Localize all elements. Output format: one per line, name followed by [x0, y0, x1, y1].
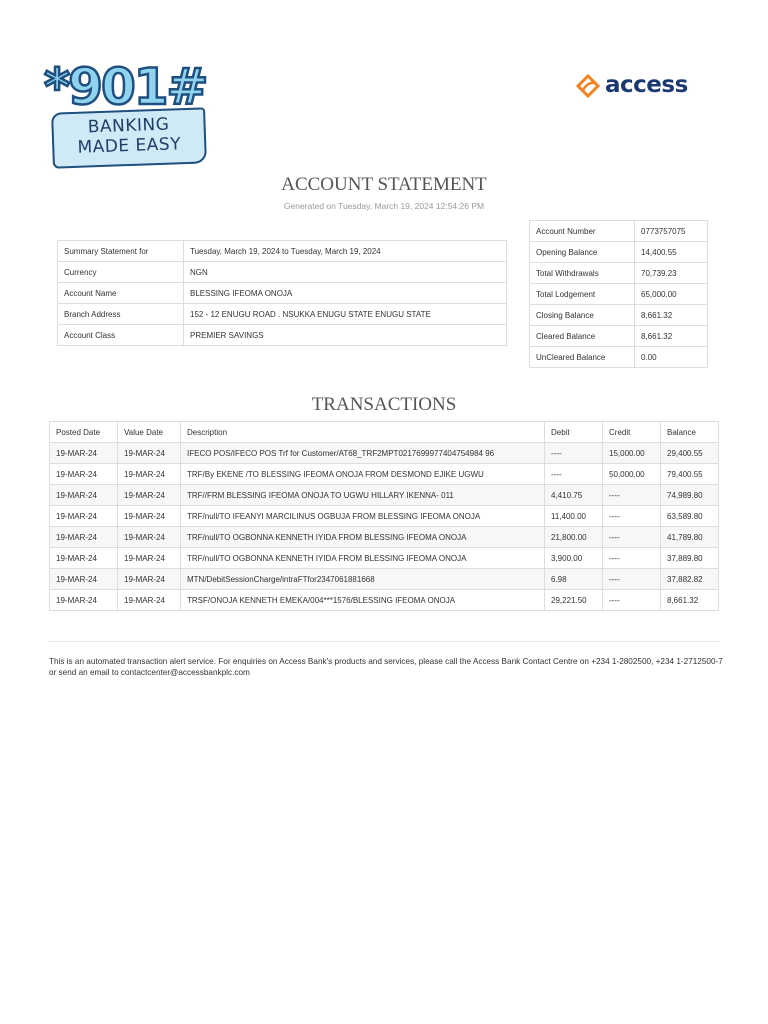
logo-line2: MADE EASY: [77, 134, 182, 158]
balance-value: 8,661.32: [635, 326, 708, 347]
table-row: [50, 527, 719, 548]
credit-cell: 15,000.00: [603, 443, 661, 464]
debit-cell: ----: [545, 443, 603, 464]
summary-row: [58, 262, 507, 283]
summary-row: [58, 325, 507, 346]
balance-label: Closing Balance: [530, 305, 635, 326]
balance-value: 70,739.23: [635, 263, 708, 284]
posted-date-cell: 19-MAR-24: [50, 506, 118, 527]
table-row: [50, 548, 719, 569]
description-cell: TRF/null/TO OGBONNA KENNETH IYIDA FROM BLESSING IFEOMA ONOJA: [181, 527, 545, 548]
table-row: [50, 590, 719, 611]
balance-value: 14,400.55: [635, 242, 708, 263]
posted-date-cell: 19-MAR-24: [50, 443, 118, 464]
column-header-value-date: Value Date: [118, 422, 181, 443]
debit-cell: 21,800.00: [545, 527, 603, 548]
table-row: [50, 464, 719, 485]
value-date-cell: 19-MAR-24: [118, 527, 181, 548]
access-logo-text: access: [605, 72, 688, 98]
balance-row: [530, 347, 708, 368]
balance-cell: 41,789.80: [661, 527, 719, 548]
table-row: [50, 569, 719, 590]
table-row: [50, 506, 719, 527]
credit-cell: ----: [603, 527, 661, 548]
balance-value: 65,000.00: [635, 284, 708, 305]
summary-row: [58, 304, 507, 325]
value-date-cell: 19-MAR-24: [118, 443, 181, 464]
column-header-description: Description: [181, 422, 545, 443]
logo-badge: [51, 107, 207, 168]
value-date-cell: 19-MAR-24: [118, 569, 181, 590]
debit-cell: ----: [545, 464, 603, 485]
posted-date-cell: 19-MAR-24: [50, 527, 118, 548]
credit-cell: ----: [603, 506, 661, 527]
credit-cell: 50,000.00: [603, 464, 661, 485]
balance-value: 0.00: [635, 347, 708, 368]
debit-cell: 11,400.00: [545, 506, 603, 527]
description-cell: TRSF/ONOJA KENNETH EMEKA/004***1576/BLESSING IFEOMA ONOJA: [181, 590, 545, 611]
description-cell: TRF//FRM BLESSING IFEOMA ONOJA TO UGWU HILLARY IKENNA- 011: [181, 485, 545, 506]
balance-value: 0773757075: [635, 221, 708, 242]
description-cell: MTN/DebitSessionCharge/intraFTfor2347061881668: [181, 569, 545, 590]
summary-row: [58, 241, 507, 262]
posted-date-cell: 19-MAR-24: [50, 590, 118, 611]
summary-value: NGN: [184, 262, 507, 283]
value-date-cell: 19-MAR-24: [118, 548, 181, 569]
column-header-debit: Debit: [545, 422, 603, 443]
column-header-posted-date: Posted Date: [50, 422, 118, 443]
balance-row: [530, 284, 708, 305]
transactions-title: TRANSACTIONS: [311, 394, 457, 415]
balance-label: UnCleared Balance: [530, 347, 635, 368]
balance-cell: 29,400.55: [661, 443, 719, 464]
balance-label: Cleared Balance: [530, 326, 635, 347]
summary-label: Account Class: [58, 325, 184, 346]
balance-cell: 37,882.82: [661, 569, 719, 590]
description-cell: IFECO POS/IFECO POS Trf for Customer/AT68_TRF2MPT0217699977404754984 96: [181, 443, 545, 464]
balance-value: 8,661.32: [635, 305, 708, 326]
description-cell: TRF/null/TO IFEANYI MARCILINUS OGBUJA FROM BLESSING IFEOMA ONOJA: [181, 506, 545, 527]
value-date-cell: 19-MAR-24: [118, 506, 181, 527]
debit-cell: 29,221.50: [545, 590, 603, 611]
logo-ussd-code: *901#: [44, 58, 207, 116]
footer-divider: [49, 641, 719, 642]
generated-timestamp: Generated on Tuesday, March 19, 2024 12:54:26 PM: [283, 201, 485, 211]
access-bank-logo: [575, 72, 688, 102]
balance-cell: 37,889.80: [661, 548, 719, 569]
posted-date-cell: 19-MAR-24: [50, 569, 118, 590]
footer-disclaimer: This is an automated transaction alert service. For enquiries on Access Bank's products and services, please call the Access Bank Contact Centre on +234 1-2802500, +234 1-2712500-7 or send an email to contactcenter@accessbankplc.com: [49, 657, 723, 677]
summary-value: PREMIER SAVINGS: [184, 325, 507, 346]
table-row: [50, 485, 719, 506]
balance-label: Account Number: [530, 221, 635, 242]
balance-cell: 79,400.55: [661, 464, 719, 485]
debit-cell: 3,900.00: [545, 548, 603, 569]
balance-row: [530, 305, 708, 326]
posted-date-cell: 19-MAR-24: [50, 548, 118, 569]
table-row: [50, 443, 719, 464]
value-date-cell: 19-MAR-24: [118, 485, 181, 506]
summary-label: Summary Statement for: [58, 241, 184, 262]
balance-row: [530, 326, 708, 347]
balance-cell: 63,589.80: [661, 506, 719, 527]
balance-cell: 74,989.80: [661, 485, 719, 506]
summary-row: [58, 283, 507, 304]
column-header-balance: Balance: [661, 422, 719, 443]
debit-cell: 6.98: [545, 569, 603, 590]
balance-label: Opening Balance: [530, 242, 635, 263]
summary-label: Currency: [58, 262, 184, 283]
summary-value: 152 - 12 ENUGU ROAD . NSUKKA ENUGU STATE ENUGU STATE: [184, 304, 507, 325]
balance-cell: 8,661.32: [661, 590, 719, 611]
posted-date-cell: 19-MAR-24: [50, 464, 118, 485]
table-header-row: [50, 422, 719, 443]
banking-made-easy-logo: [40, 58, 215, 167]
credit-cell: ----: [603, 548, 661, 569]
column-header-credit: Credit: [603, 422, 661, 443]
value-date-cell: 19-MAR-24: [118, 590, 181, 611]
summary-value: Tuesday, March 19, 2024 to Tuesday, March 19, 2024: [184, 241, 507, 262]
description-cell: TRF/null/TO OGBONNA KENNETH IYIDA FROM BLESSING IFEOMA ONOJA: [181, 548, 545, 569]
balance-label: Total Lodgement: [530, 284, 635, 305]
summary-value: BLESSING IFEOMA ONOJA: [184, 283, 507, 304]
posted-date-cell: 19-MAR-24: [50, 485, 118, 506]
credit-cell: ----: [603, 485, 661, 506]
summary-label: Account Name: [58, 283, 184, 304]
balance-row: [530, 221, 708, 242]
transactions-table: [49, 421, 719, 611]
balance-row: [530, 263, 708, 284]
debit-cell: 4,410.75: [545, 485, 603, 506]
access-diamond-icon: [575, 73, 601, 99]
balances-table: [529, 220, 708, 368]
description-cell: TRF/By EKENE /TO BLESSING IFEOMA ONOJA FROM DESMOND EJIKE UGWU: [181, 464, 545, 485]
credit-cell: ----: [603, 569, 661, 590]
summary-table: [57, 240, 507, 346]
logo-line1: BANKING: [87, 114, 170, 138]
credit-cell: ----: [603, 590, 661, 611]
summary-label: Branch Address: [58, 304, 184, 325]
balance-row: [530, 242, 708, 263]
value-date-cell: 19-MAR-24: [118, 464, 181, 485]
page-title: ACCOUNT STATEMENT: [281, 174, 487, 195]
balance-label: Total Withdrawals: [530, 263, 635, 284]
